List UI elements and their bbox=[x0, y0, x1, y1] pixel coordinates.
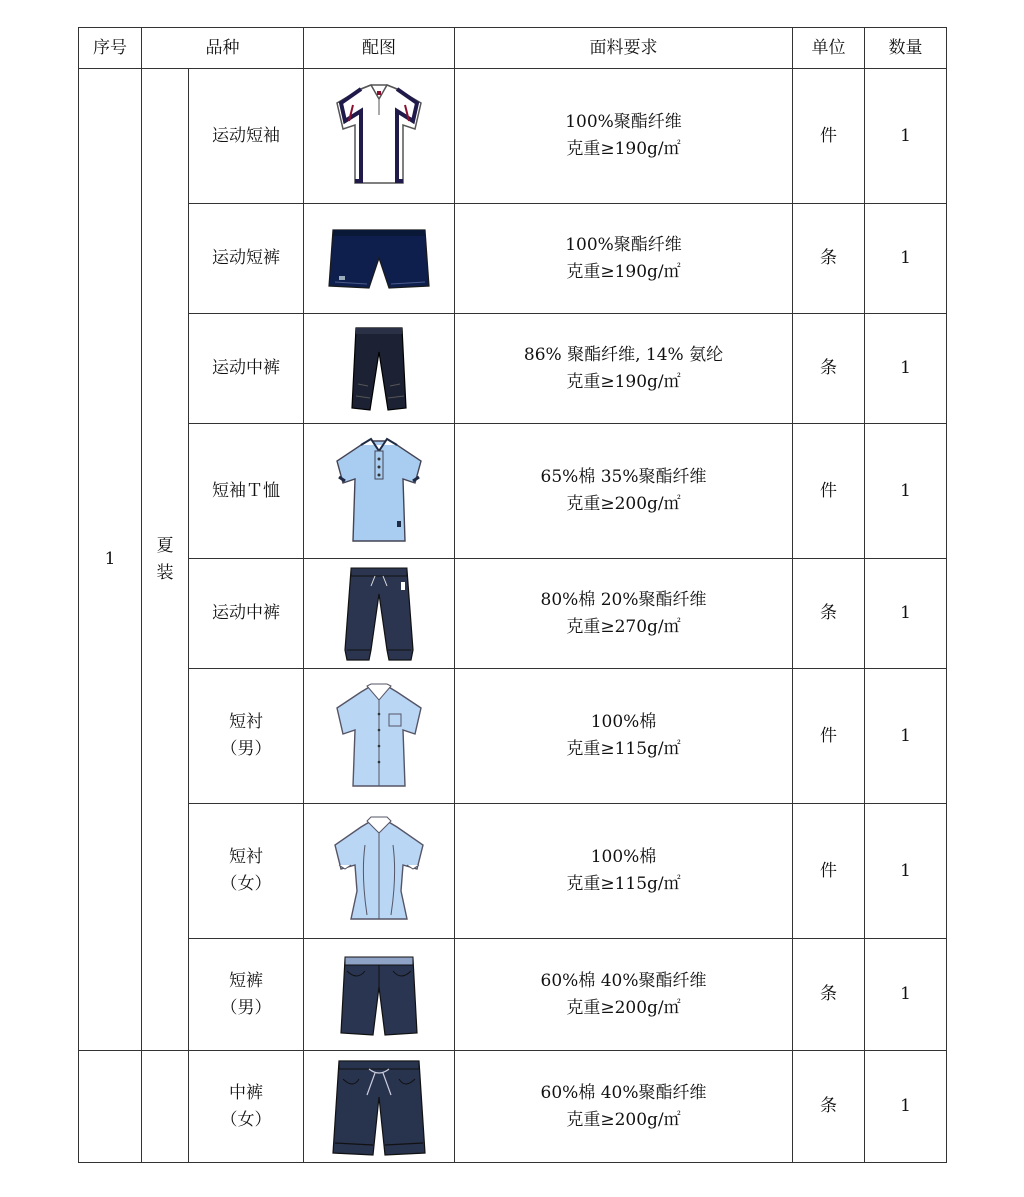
item-qty: 1 bbox=[865, 669, 947, 804]
item-fabric: 80%棉 20%聚酯纤维 克重≥270g/㎡ bbox=[455, 559, 793, 669]
empty-seq bbox=[79, 1051, 142, 1163]
item-name: 运动中裤 bbox=[189, 559, 304, 669]
table-row bbox=[79, 559, 947, 669]
table-row bbox=[79, 804, 947, 939]
item-qty: 1 bbox=[865, 204, 947, 314]
item-qty: 1 bbox=[865, 314, 947, 424]
header-row bbox=[79, 28, 947, 69]
table-row bbox=[79, 669, 947, 804]
header-picture: 配图 bbox=[304, 28, 455, 69]
header-variety: 品种 bbox=[142, 28, 304, 69]
item-fabric: 60%棉 40%聚酯纤维 克重≥200g/㎡ bbox=[455, 1051, 793, 1163]
item-unit: 条 bbox=[793, 559, 865, 669]
item-fabric: 100%聚酯纤维 克重≥190g/㎡ bbox=[455, 204, 793, 314]
item-unit: 条 bbox=[793, 204, 865, 314]
item-fabric: 65%棉 35%聚酯纤维 克重≥200g/㎡ bbox=[455, 424, 793, 559]
item-picture bbox=[304, 559, 455, 669]
item-qty: 1 bbox=[865, 804, 947, 939]
item-picture bbox=[304, 1051, 455, 1163]
item-unit: 条 bbox=[793, 314, 865, 424]
jogger-pants-navy-icon bbox=[337, 564, 421, 664]
item-qty: 1 bbox=[865, 69, 947, 204]
table-row bbox=[79, 424, 947, 559]
header-seq: 序号 bbox=[79, 28, 142, 69]
item-unit: 件 bbox=[793, 669, 865, 804]
item-name: 短衬 （男） bbox=[189, 669, 304, 804]
item-unit: 件 bbox=[793, 69, 865, 204]
item-fabric: 100%聚酯纤维 克重≥190g/㎡ bbox=[455, 69, 793, 204]
empty-season bbox=[142, 1051, 189, 1163]
sport-shorts-navy-icon bbox=[327, 224, 431, 294]
shirt-blue-male-icon bbox=[331, 680, 427, 792]
item-qty: 1 bbox=[865, 424, 947, 559]
item-name: 运动短袖 bbox=[189, 69, 304, 204]
table-row bbox=[79, 69, 947, 204]
item-picture bbox=[304, 669, 455, 804]
item-name: 运动中裤 bbox=[189, 314, 304, 424]
header-fabric: 面料要求 bbox=[455, 28, 793, 69]
item-unit: 条 bbox=[793, 939, 865, 1051]
shorts-navy-male-icon bbox=[337, 951, 421, 1039]
item-picture bbox=[304, 939, 455, 1051]
cropped-pants-navy-icon bbox=[344, 324, 414, 414]
polo-shirt-blue-icon bbox=[331, 435, 427, 547]
item-picture bbox=[304, 204, 455, 314]
shirt-blue-female-icon bbox=[329, 815, 429, 927]
item-picture bbox=[304, 314, 455, 424]
item-name: 中裤 （女） bbox=[189, 1051, 304, 1163]
polo-shirt-white-icon bbox=[331, 81, 427, 191]
table-row bbox=[79, 204, 947, 314]
header-qty: 数量 bbox=[865, 28, 947, 69]
item-unit: 件 bbox=[793, 804, 865, 939]
item-picture bbox=[304, 424, 455, 559]
season-cell bbox=[142, 69, 189, 1051]
item-fabric: 100%棉 克重≥115g/㎡ bbox=[455, 804, 793, 939]
item-name: 短裤 （男） bbox=[189, 939, 304, 1051]
header-unit: 单位 bbox=[793, 28, 865, 69]
item-qty: 1 bbox=[865, 559, 947, 669]
season-label: 夏 bbox=[156, 535, 174, 556]
item-qty: 1 bbox=[865, 1051, 947, 1163]
item-picture bbox=[304, 804, 455, 939]
item-name: 运动短裤 bbox=[189, 204, 304, 314]
group-seq: 1 bbox=[79, 69, 142, 1051]
item-picture bbox=[304, 69, 455, 204]
table-row bbox=[79, 939, 947, 1051]
item-qty: 1 bbox=[865, 939, 947, 1051]
table-row bbox=[79, 314, 947, 424]
item-name: 短袖Ｔ恤 bbox=[189, 424, 304, 559]
season-label: 装 bbox=[156, 562, 174, 583]
item-fabric: 86% 聚酯纤维, 14% 氨纶 克重≥190g/㎡ bbox=[455, 314, 793, 424]
item-unit: 条 bbox=[793, 1051, 865, 1163]
table-row bbox=[79, 1051, 947, 1163]
item-fabric: 100%棉 克重≥115g/㎡ bbox=[455, 669, 793, 804]
uniform-table bbox=[78, 27, 947, 1163]
item-fabric: 60%棉 40%聚酯纤维 克重≥200g/㎡ bbox=[455, 939, 793, 1051]
shorts-navy-female-icon bbox=[329, 1055, 429, 1159]
item-name: 短衬 （女） bbox=[189, 804, 304, 939]
item-unit: 件 bbox=[793, 424, 865, 559]
